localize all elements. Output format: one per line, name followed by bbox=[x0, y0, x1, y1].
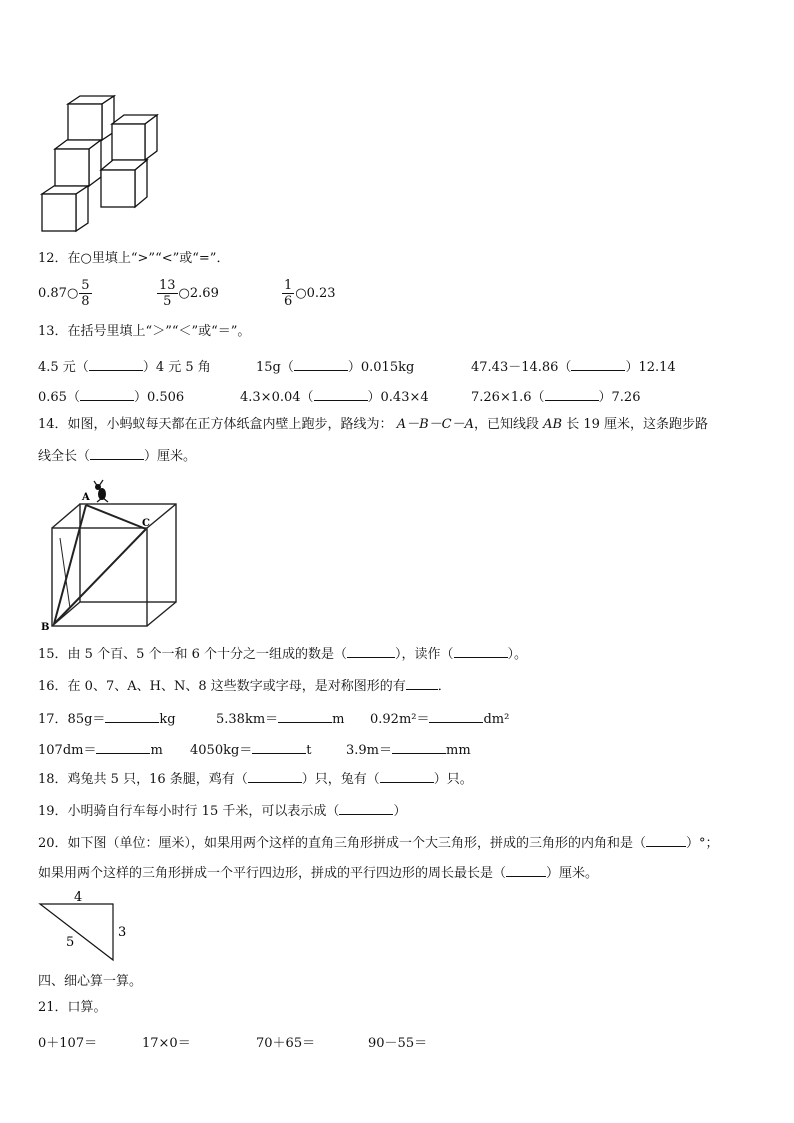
question-20-line-1: 20．如下图（单位：厘米），如果用两个这样的直角三角形拼成一个大三角形，拼成的三角形的内角和是（ ）°； bbox=[38, 836, 719, 851]
question-18: 18．鸡兔共 5 只，16 条腿，鸡有（ ）只，兔有（ ）只。 bbox=[38, 772, 473, 787]
answer-blank[interactable] bbox=[294, 358, 348, 371]
question-21: 21．口算。 bbox=[38, 1000, 107, 1015]
answer-blank[interactable] bbox=[278, 710, 332, 723]
q13-r1-item-3: 47.43－14.86（ ）12.14 bbox=[471, 360, 676, 375]
cube-front-face bbox=[101, 170, 135, 207]
q21-item: 17×0＝ bbox=[142, 1036, 191, 1051]
q12-item-1 bbox=[38, 278, 93, 309]
cube-ant-figure bbox=[40, 478, 190, 634]
segment: AB bbox=[543, 417, 563, 432]
cube-front-face bbox=[42, 194, 76, 231]
answer-blank[interactable] bbox=[80, 388, 134, 401]
question-15: 15．由 5 个百、5 个一和 6 个十分之一组成的数是（ ），读作（ ）。 bbox=[38, 647, 528, 662]
q21-item: 0＋107＝ bbox=[38, 1036, 98, 1051]
q13-r2-item-1: 0.65（ ）0.506 bbox=[38, 390, 185, 405]
q13-r2-item-3: 7.26×1.6（ ）7.26 bbox=[471, 390, 641, 405]
q13-r1-item-2: 15g（ ）0.015kg bbox=[256, 360, 415, 375]
answer-blank[interactable] bbox=[392, 741, 446, 754]
answer-blank[interactable] bbox=[429, 710, 483, 723]
answer-blank[interactable] bbox=[347, 645, 395, 658]
q17-r2-item-3: 3.9m＝ mm bbox=[346, 743, 471, 758]
question-12: 12．在○里填上“>”“<”或“=”． bbox=[38, 251, 230, 266]
vertex-label-c: C bbox=[142, 518, 150, 529]
answer-blank[interactable] bbox=[252, 741, 306, 754]
side-label-right: 3 bbox=[118, 925, 127, 940]
cube-side-face bbox=[76, 186, 88, 231]
vertex-label-b: B bbox=[41, 622, 50, 633]
side-label-top: 4 bbox=[74, 890, 83, 905]
answer-blank[interactable] bbox=[454, 645, 508, 658]
route-ca bbox=[86, 505, 146, 529]
question-20-line-2: 如果用两个这样的三角形拼成一个平行四边形，拼成的平行四边形的周长最长是（ ）厘米。 bbox=[38, 866, 599, 881]
vertex-label-a: A bbox=[82, 492, 90, 503]
answer-blank[interactable] bbox=[380, 770, 434, 783]
route: A－B－C－A bbox=[396, 417, 474, 432]
fraction: $\frac{13}{5}$ bbox=[159, 278, 176, 309]
cube-front-face bbox=[55, 149, 89, 186]
q17-r1-item-2: 5.38km＝ m bbox=[216, 712, 345, 727]
answer-blank[interactable] bbox=[646, 834, 686, 847]
q12-item-2 bbox=[156, 278, 219, 309]
answer-blank[interactable] bbox=[96, 741, 150, 754]
question-14-line-2: 线全长（ ）厘米。 bbox=[38, 449, 197, 464]
answer-blank[interactable] bbox=[339, 802, 393, 815]
answer-blank[interactable] bbox=[506, 864, 546, 877]
q12-item-3 bbox=[281, 278, 336, 309]
q17-r2-item-2: 4050kg＝ t bbox=[190, 743, 312, 758]
ant-icon bbox=[94, 480, 108, 502]
q17-r1-item-1: 17．85g＝ kg bbox=[38, 712, 176, 727]
q17-r2-item-1: 107dm＝ m bbox=[38, 743, 163, 758]
q21-item: 70＋65＝ bbox=[256, 1036, 316, 1051]
question-19: 19．小明骑自行车每小时行 15 千米，可以表示成（ ） bbox=[38, 804, 407, 819]
cube-front-face bbox=[68, 104, 102, 140]
fraction: $\frac{1}{6}$ bbox=[284, 278, 293, 309]
side-label-hypotenuse: 5 bbox=[66, 935, 75, 950]
answer-blank[interactable] bbox=[545, 388, 599, 401]
answer-blank[interactable] bbox=[314, 388, 368, 401]
question-16: 16．在 0、7、A、H、N、8 这些数字或字母，是对称图形的有 ． bbox=[38, 679, 451, 694]
answer-blank[interactable] bbox=[90, 447, 144, 460]
q12-item-left: 0.87○ bbox=[38, 286, 79, 301]
right-triangle-figure bbox=[36, 890, 136, 964]
cube-back-face bbox=[80, 504, 176, 602]
answer-blank[interactable] bbox=[406, 677, 438, 690]
answer-blank[interactable] bbox=[105, 710, 159, 723]
q12-item-right: ○2.69 bbox=[178, 286, 219, 301]
cube-front-face bbox=[112, 124, 145, 160]
cube-stack-figure bbox=[40, 94, 164, 234]
question-14-line-1: 14．如图，小蚂蚁每天都在正方体纸盒内壁上跑步，路线为： A－B－C－A，已知线段 AB 长 19 厘米，这条跑步路 bbox=[38, 417, 709, 432]
answer-blank[interactable] bbox=[248, 770, 302, 783]
q13-r2-item-2: 4.3×0.04（ ）0.43×4 bbox=[240, 390, 429, 405]
answer-blank[interactable] bbox=[571, 358, 625, 371]
q13-r1-item-1: 4.5 元（ ）4 元 5 角 bbox=[38, 360, 211, 375]
q21-item: 90－55＝ bbox=[368, 1036, 428, 1051]
q17-r1-item-3: 0.92m²＝ dm² bbox=[370, 712, 510, 727]
cube-side-face bbox=[89, 140, 101, 186]
question-13: 13．在括号里填上“＞”“＜”或“＝”。 bbox=[38, 324, 251, 339]
q12-item-right: ○0.23 bbox=[295, 286, 336, 301]
answer-blank[interactable] bbox=[89, 358, 143, 371]
fraction: $\frac{5}{8}$ bbox=[81, 278, 90, 309]
section-4-heading: 四、细心算一算。 bbox=[38, 974, 143, 989]
